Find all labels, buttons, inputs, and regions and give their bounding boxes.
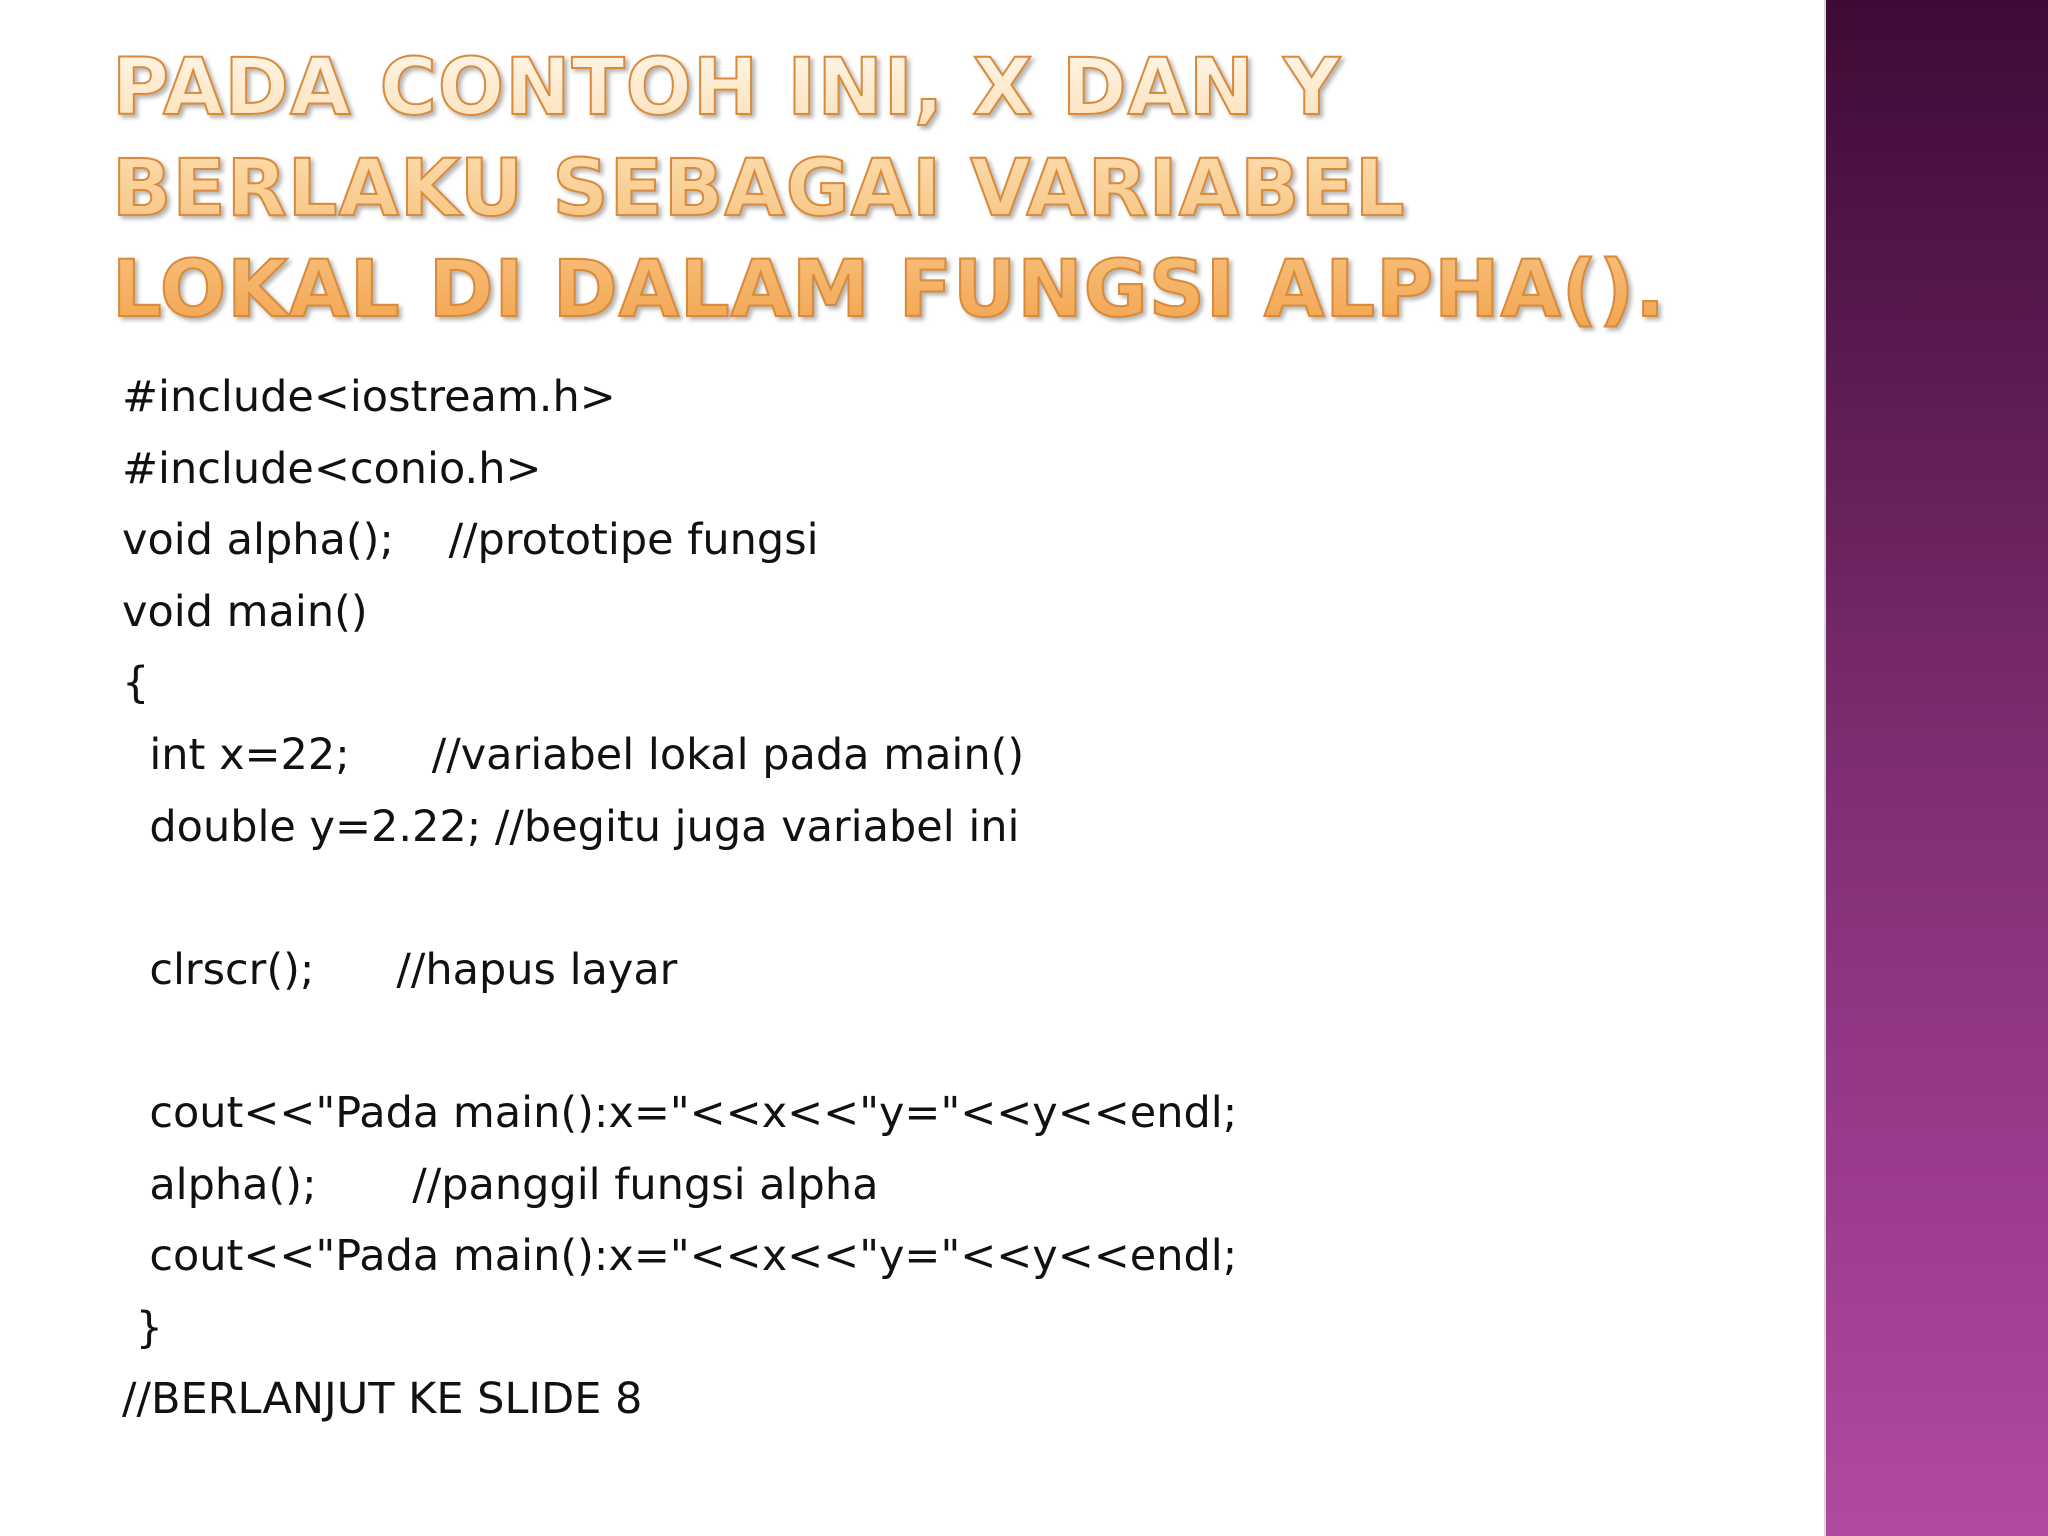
- code-line: void main(): [122, 586, 368, 637]
- code-line: cout<<"Pada main():x="<<x<<"y="<<y<<endl;: [122, 1231, 1238, 1282]
- code-line: //BERLANJUT KE SLIDE 8: [122, 1374, 643, 1425]
- code-line: alpha(); //panggil fungsi alpha: [122, 1159, 879, 1210]
- code-line: }: [122, 1302, 164, 1353]
- code-line: {: [122, 658, 150, 709]
- code-block: [122, 362, 1722, 1436]
- code-line: int x=22; //variabel lokal pada main(): [122, 729, 1025, 780]
- code-line: #include<iostream.h>: [122, 372, 616, 422]
- code-line: #include<conio.h>: [122, 443, 542, 494]
- code-line: [122, 1006, 1722, 1078]
- code-line: [122, 863, 1722, 935]
- code-line: cout<<"Pada main():x="<<x<<"y="<<y<<endl;: [122, 1087, 1238, 1138]
- code-line: double y=2.22; //begitu juga variabel ini: [122, 801, 1020, 852]
- decorative-side-band: [1826, 0, 2048, 1536]
- code-line: clrscr(); //hapus layar: [122, 944, 678, 995]
- slide-title: PADA CONTOH INI, X DAN Y BERLAKU SEBAGAI VARIABEL LOKAL DI DALAM FUNGSI ALPHA().: [112, 38, 1712, 341]
- code-line: void alpha(); //prototipe fungsi: [122, 515, 819, 566]
